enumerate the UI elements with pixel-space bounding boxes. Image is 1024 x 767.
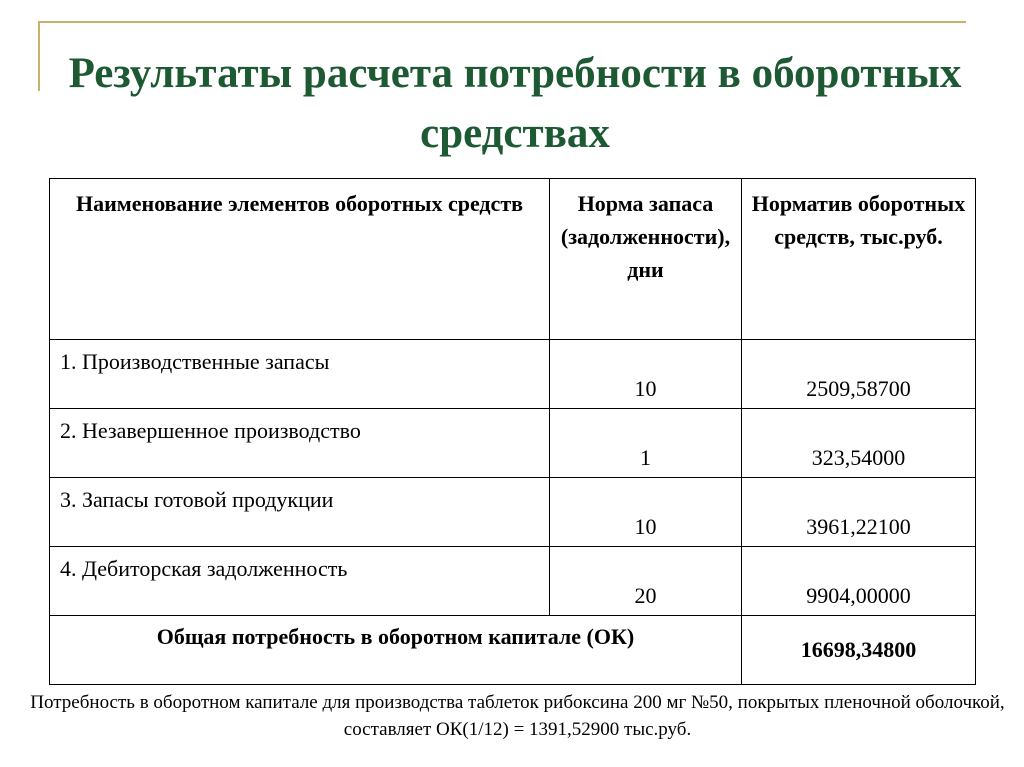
header-standard-value: Норматив оборотных средств, тыс.руб. [742, 179, 976, 340]
row-standard-value: 9904,00000 [742, 547, 976, 616]
total-value: 16698,34800 [742, 616, 976, 685]
slide-frame-top-line [38, 21, 966, 23]
working-capital-table [49, 178, 976, 685]
footnote: Потребность в оборотном капитале для производства таблеток рибоксина 200 мг №50, покрытых пленочной оболочкой, составляет ОК(1/12) = 1391,52900 тыс.руб. [30, 692, 1005, 740]
row-standard-value: 3961,22100 [742, 478, 976, 547]
table-row [50, 340, 976, 409]
table-row [50, 409, 976, 478]
row-stock-norm: 10 [550, 478, 742, 547]
slide-frame-left-line [38, 21, 40, 91]
row-element-name: 2. Незавершенное производство [50, 409, 550, 478]
total-label: Общая потребность в оборотном капитале (ОК) [50, 616, 742, 685]
row-stock-norm: 20 [550, 547, 742, 616]
row-element-name: 1. Производственные запасы [50, 340, 550, 409]
row-standard-value: 323,54000 [742, 409, 976, 478]
table-total-row [50, 616, 976, 685]
table-row [50, 547, 976, 616]
header-stock-norm: Норма запаса (задолженности), дни [550, 179, 742, 340]
row-stock-norm: 10 [550, 340, 742, 409]
row-element-name: 4. Дебиторская задолженность [50, 547, 550, 616]
row-standard-value: 2509,58700 [742, 340, 976, 409]
table-header-row [50, 179, 976, 340]
header-element-name: Наименование элементов оборотных средств [50, 179, 550, 340]
row-stock-norm: 1 [550, 409, 742, 478]
table-row [50, 478, 976, 547]
row-element-name: 3. Запасы готовой продукции [50, 478, 550, 547]
slide-title: Результаты расчета потребности в оборотных средствах [68, 50, 962, 157]
